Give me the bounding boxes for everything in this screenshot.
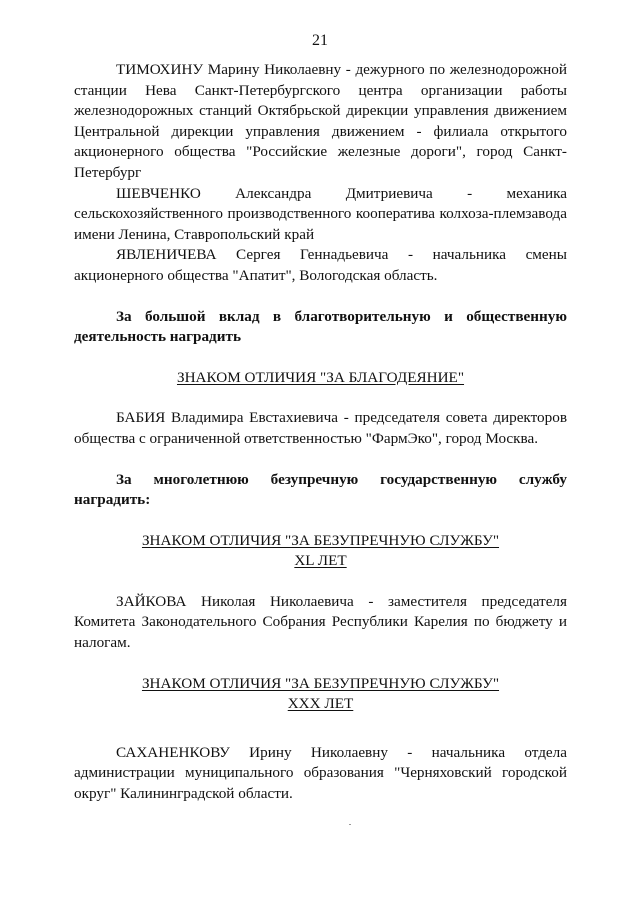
award-entry-sakhanenkova: САХАНЕНКОВУ Ирину Николаевну - начальника отдела администрации муниципального образования "Черняховский городской округ" Калининградской области. — [74, 743, 567, 803]
section-intro-service: За многолетнюю безупречную государственную службу наградить: — [74, 470, 567, 509]
page-number: 21 — [312, 32, 328, 49]
award-entry-timokhina: ТИМОХИНУ Марину Николаевну - дежурного по железнодорожной станции Нева Санкт-Петербургского центра организации работы железнодорожных станций Октябрьской дирекции управления движением Центральной дирекции управления движением - филиала открытого акционерного общества "Российские железные дороги", город Санкт-Петербург — [74, 61, 567, 181]
document-body — [74, 60, 567, 805]
award-heading-years: XXX ЛЕТ — [287, 695, 354, 713]
award-heading-line: ЗНАКОМ ОТЛИЧИЯ "ЗА БЕЗУПРЕЧНУЮ СЛУЖБУ" — [141, 674, 500, 692]
award-heading-line: ЗНАКОМ ОТЛИЧИЯ "ЗА БЕЗУПРЕЧНУЮ СЛУЖБУ" — [141, 531, 500, 549]
section-intro-charity: За большой вклад в благотворительную и общественную деятельность наградить — [74, 307, 567, 346]
award-entry-shevchenko: ШЕВЧЕНКО Александра Дмитриевича - механика сельскохозяйственного производственного кооператива колхоза-племзавода имени Ленина, Ставропольский край — [74, 184, 567, 243]
award-heading-charity: ЗНАКОМ ОТЛИЧИЯ "ЗА БЛАГОДЕЯНИЕ" — [176, 368, 465, 386]
award-entry-babiy: БАБИЯ Владимира Евстахиевича - председателя совета директоров общества с ограниченной ответственностью "ФармЭко", город Москва. — [74, 409, 567, 447]
award-entry-yavlenichev: ЯВЛЕНИЧЕВА Сергея Геннадьевича - начальника смены акционерного общества "Апатит", Вологодская область. — [74, 246, 567, 284]
award-heading-service-40 — [74, 531, 567, 572]
scan-speck — [349, 824, 351, 825]
award-heading-years: XL ЛЕТ — [294, 552, 347, 570]
award-entry-zaykov: ЗАЙКОВА Николая Николаевича - заместителя председателя Комитета Законодательного Собрания Республики Карелия по бюджету и налогам. — [74, 592, 567, 652]
award-heading-service-30 — [74, 674, 567, 715]
